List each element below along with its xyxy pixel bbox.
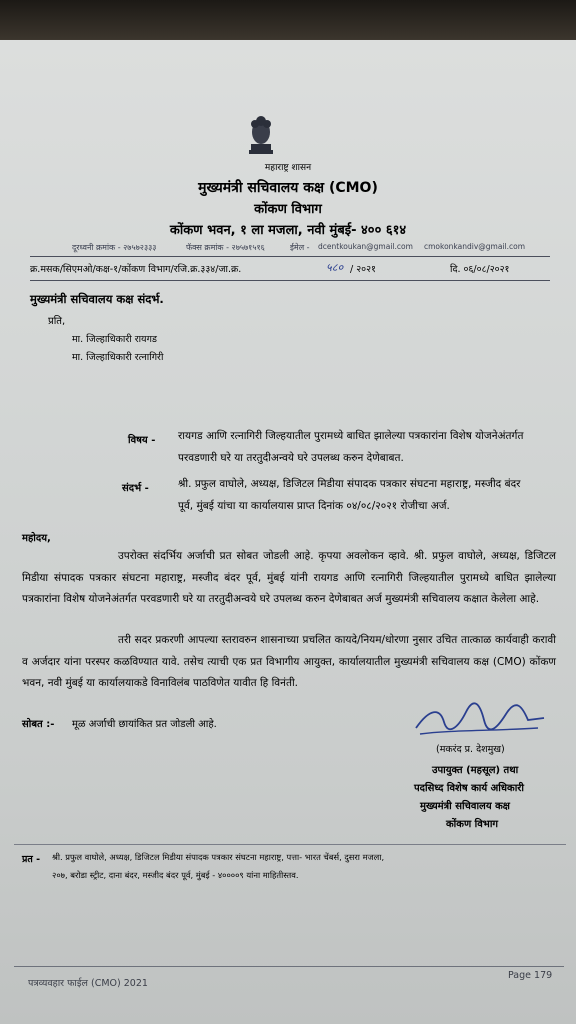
copy-line-2: २०७, बरोडा स्ट्रीट, दाना बंदर, मस्जीद बंदर पूर्व, मुंबई - ४००००९ यांना माहितीस्तव. xyxy=(52,870,299,880)
copy-divider xyxy=(14,844,566,845)
email-label: ईमेल - xyxy=(290,243,310,252)
to-label: प्रति, xyxy=(48,316,66,327)
handwritten-number: ५८० xyxy=(326,261,344,274)
reference-year: / २०२१ xyxy=(350,264,376,275)
enclosure-label: सोबत :- xyxy=(22,719,55,730)
enclosure-text: मूळ अर्जाची छायांकित प्रत जोडली आहे. xyxy=(72,719,217,730)
fax-number: फॅक्स क्रमांक - २७५७१५१६ xyxy=(186,243,265,252)
copy-label: प्रत - xyxy=(22,854,41,865)
office-title: मुख्यमंत्री सचिवालय कक्ष (CMO) xyxy=(198,180,378,196)
salutation: महोदय, xyxy=(22,533,51,544)
signatory-line-4: कोंकण विभाग xyxy=(446,819,499,830)
phone-number: दूरध्वनी क्रमांक - २७५७२३३३ xyxy=(72,243,157,252)
state-name: महाराष्ट्र शासन xyxy=(264,163,312,173)
ref-label: संदर्भ - xyxy=(122,483,149,494)
recipient-ratnagiri: मा. जिल्हाधिकारी रत्नागिरी xyxy=(72,352,164,363)
signatory-name: (मकरंद प्र. देशमुख) xyxy=(436,744,505,755)
signatory-line-1: उपायुक्त (महसूल) तथा xyxy=(432,765,519,776)
ref-text: श्री. प्रफुल वाघोले, अध्यक्ष, डिजिटल मिडीया संपादक पत्रकार संघटना महाराष्ट्र, मस्जीद बंदर पूर्व, मुंबई यांचा या कार्यालयास प्राप्त दिनांक ०४/०८/२०२१ रोजीचा अर्ज. xyxy=(178,478,521,512)
footer-page-number: Page 179 xyxy=(508,970,553,981)
letter-date: दि. ०६/०८/२०२१ xyxy=(450,264,510,275)
subject-text: रायगड आणि रत्नागिरी जिल्हयातील पुरामध्ये बाधित झालेल्या पत्रकारांना विशेष योजनेअंतर्गत परवडणारी घरे या तरतुदीअन्वये घरे उपलब्ध करुन देणेबाबत. xyxy=(178,430,524,464)
office-address: कोंकण भवन, १ ला मजला, नवी मुंबई- ४०० ६१४ xyxy=(169,223,407,238)
reference-number: क्र.मसक/सिएमओ/कक्ष-१/कोंकण विभाग/रजि.क्र.३३४/जा.क्र. xyxy=(30,264,242,275)
email-secondary: cmokonkandiv@gmail.com xyxy=(424,242,526,251)
body-paragraph-2: तरी सदर प्रकरणी आपल्या स्तरावरुन शासनाच्या प्रचलित कायदे/नियम/धोरणा नुसार उचित तात्काळ कार्यवाही करावी व अर्जदार यांना परस्पर कळविण्यात यावे. तसेच त्याची एक प्रत विभागीय आयुक्त, कार्यालयातील मुख्यमंत्री सचिवालय कक्ष (CMO) कोंकण भवन, नवी मुंबई या कार्यालयाकडे विनाविलंब पाठविणेत यावीत हि विनंती. xyxy=(22,634,556,689)
state-emblem-icon xyxy=(247,114,275,156)
subject-label: विषय - xyxy=(128,435,156,446)
copy-line-1: श्री. प्रफुल वाघोले, अध्यक्ष, डिजिटल मिडीया संपादक पत्रकार संघटना महाराष्ट्र, पत्ता- भारत चेंबर्स, दुसरा मजला, xyxy=(52,852,385,862)
email-primary: dcentkoukan@gmail.com xyxy=(318,242,413,251)
division-title: कोंकण विभाग xyxy=(254,202,322,217)
footer-divider xyxy=(14,966,564,967)
signatory-line-2: पदसिध्द विशेष कार्य अधिकारी xyxy=(414,783,524,794)
reference-divider xyxy=(30,280,550,281)
recipient-raigad: मा. जिल्हाधिकारी रायगड xyxy=(72,334,158,345)
body-paragraph-1: उपरोक्त संदर्भिय अर्जाची प्रत सोबत जोडली आहे. कृपया अवलोकन व्हावे. श्री. प्रफुल वाघोले, अध्यक्ष, डिजिटल मिडीया संपादक पत्रकार संघटना महाराष्ट्र, मस्जीद बंदर पूर्व, मुंबई यांनी रायगड आणि रत्नागिरी जिल्हयातील पुरामध्ये बाधित झालेल्या पत्रकारांना विशेष योजनेअंतर्गत परवडणारी घरे या तरतुदीअन्वये घरे उपलब्ध करुन देणेबाबत अर्ज मुख्यमंत्री सचिवालय कक्षात केलेला आहे. xyxy=(22,550,556,605)
signatory-line-3: मुख्यमंत्री सचिवालय कक्ष xyxy=(420,801,510,812)
footer-file-name: पत्रव्यवहार फाईल (CMO) 2021 xyxy=(28,978,148,989)
header-divider xyxy=(30,256,550,257)
signature-icon xyxy=(410,698,550,738)
reference-heading: मुख्यमंत्री सचिवालय कक्ष संदर्भ. xyxy=(30,292,164,306)
